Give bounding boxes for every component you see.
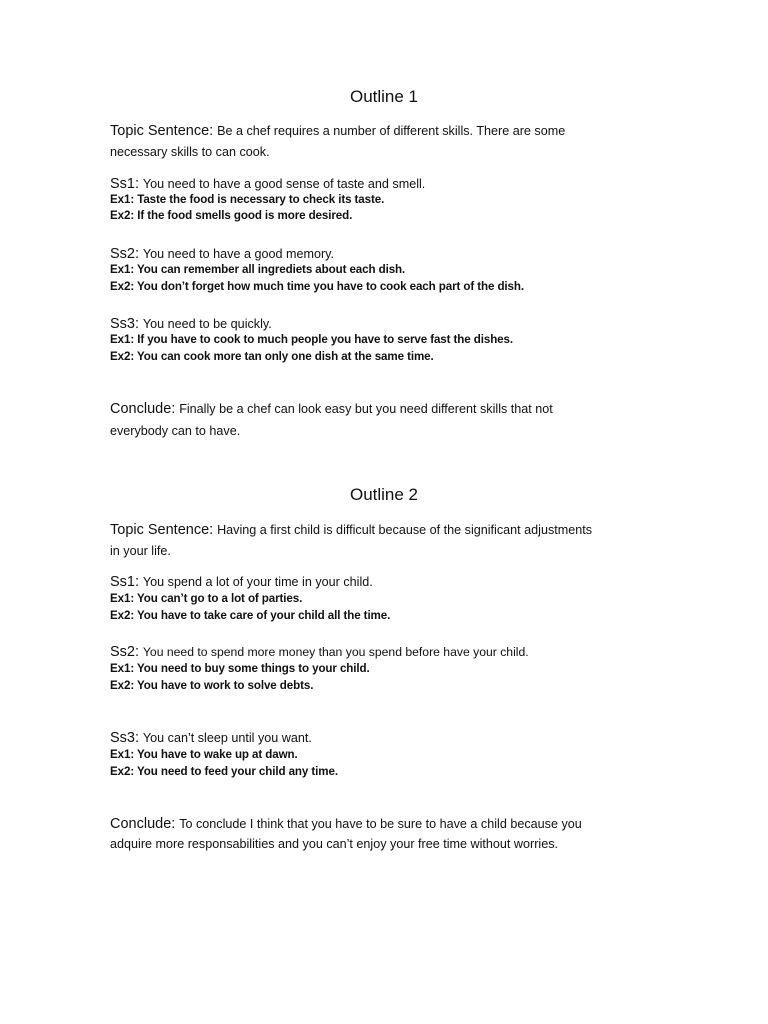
outline-1-ss3 <box>110 315 272 332</box>
topic-sentence-label: Topic Sentence: <box>110 522 214 538</box>
ss3-text: You need to be quickly. <box>142 317 272 331</box>
ss1-text: You spend a lot of your time in your child. <box>142 575 373 589</box>
outline-2-ss3-ex1: Ex1: You have to wake up at dawn. <box>110 748 298 761</box>
topic-sentence-text: Be a chef requires a number of different skills. There are some <box>217 124 566 138</box>
outline-2-title: Outline 2 <box>349 485 419 504</box>
outline-1-ss1 <box>110 175 425 192</box>
outline-2-ss1-ex1: Ex1: You can’t go to a lot of parties. <box>110 592 303 605</box>
outline-2-topic-line-2: in your life. <box>110 544 171 558</box>
outline-1-conclude-line-1 <box>110 400 553 417</box>
outline-1-topic-line-1 <box>110 122 565 139</box>
outline-1-conclude-line-2: everybody can to have. <box>110 424 241 438</box>
outline-2-ss3-ex2: Ex2: You need to feed your child any time. <box>110 765 338 778</box>
conclude-label: Conclude: <box>110 401 176 417</box>
ss3-text: You can’t sleep until you want. <box>142 731 312 745</box>
outline-2-ss2-ex2: Ex2: You have to work to solve debts. <box>110 679 314 692</box>
conclude-text: Finally be a chef can look easy but you need different skills that not <box>179 402 553 416</box>
outline-1-topic-line-2: necessary skills to can cook. <box>110 145 270 159</box>
outline-1-ss2 <box>110 245 334 262</box>
outline-1-ss3-ex2: Ex2: You can cook more tan only one dish at the same time. <box>110 350 434 363</box>
topic-sentence-label: Topic Sentence: <box>110 123 214 139</box>
outline-2-ss1 <box>110 573 373 590</box>
outline-1-title: Outline 1 <box>349 87 419 106</box>
ss1-label: Ss1: <box>110 176 140 192</box>
ss1-label: Ss1: <box>110 574 140 590</box>
outline-1-ss2-ex1: Ex1: You can remember all ingrediets about each dish. <box>110 263 406 276</box>
outline-1-ss1-ex1: Ex1: Taste the food is necessary to check its taste. <box>110 193 385 206</box>
ss2-text: You need to have a good memory. <box>142 247 335 261</box>
outline-2-conclude-line-1 <box>110 815 582 832</box>
ss3-label: Ss3: <box>110 730 140 746</box>
ss2-label: Ss2: <box>110 246 140 262</box>
ss2-text: You need to spend more money than you spend before have your child. <box>142 645 529 659</box>
outline-2-ss1-ex2: Ex2: You have to take care of your child all the time. <box>110 609 391 622</box>
conclude-text: To conclude I think that you have to be sure to have a child because you <box>179 817 582 831</box>
outline-2-ss2 <box>110 643 529 660</box>
ss1-text: You need to have a good sense of taste and smell. <box>142 177 426 191</box>
outline-2-conclude-line-2: adquire more responsabilities and you can’t enjoy your free time without worries. <box>110 837 559 851</box>
outline-2-topic-line-1 <box>110 521 592 538</box>
outline-1-ss3-ex1: Ex1: If you have to cook to much people you have to serve fast the dishes. <box>110 333 513 346</box>
conclude-label: Conclude: <box>110 816 176 832</box>
outline-1-ss1-ex2: Ex2: If the food smells good is more desired. <box>110 209 353 222</box>
ss2-label: Ss2: <box>110 644 140 660</box>
topic-sentence-text: Having a first child is difficult because of the significant adjustments <box>217 523 593 537</box>
outline-2-ss3 <box>110 729 312 746</box>
outline-2-ss2-ex1: Ex1: You need to buy some things to your child. <box>110 662 370 675</box>
ss3-label: Ss3: <box>110 316 140 332</box>
outline-1-ss2-ex2: Ex2: You don’t forget how much time you have to cook each part of the dish. <box>110 280 525 293</box>
